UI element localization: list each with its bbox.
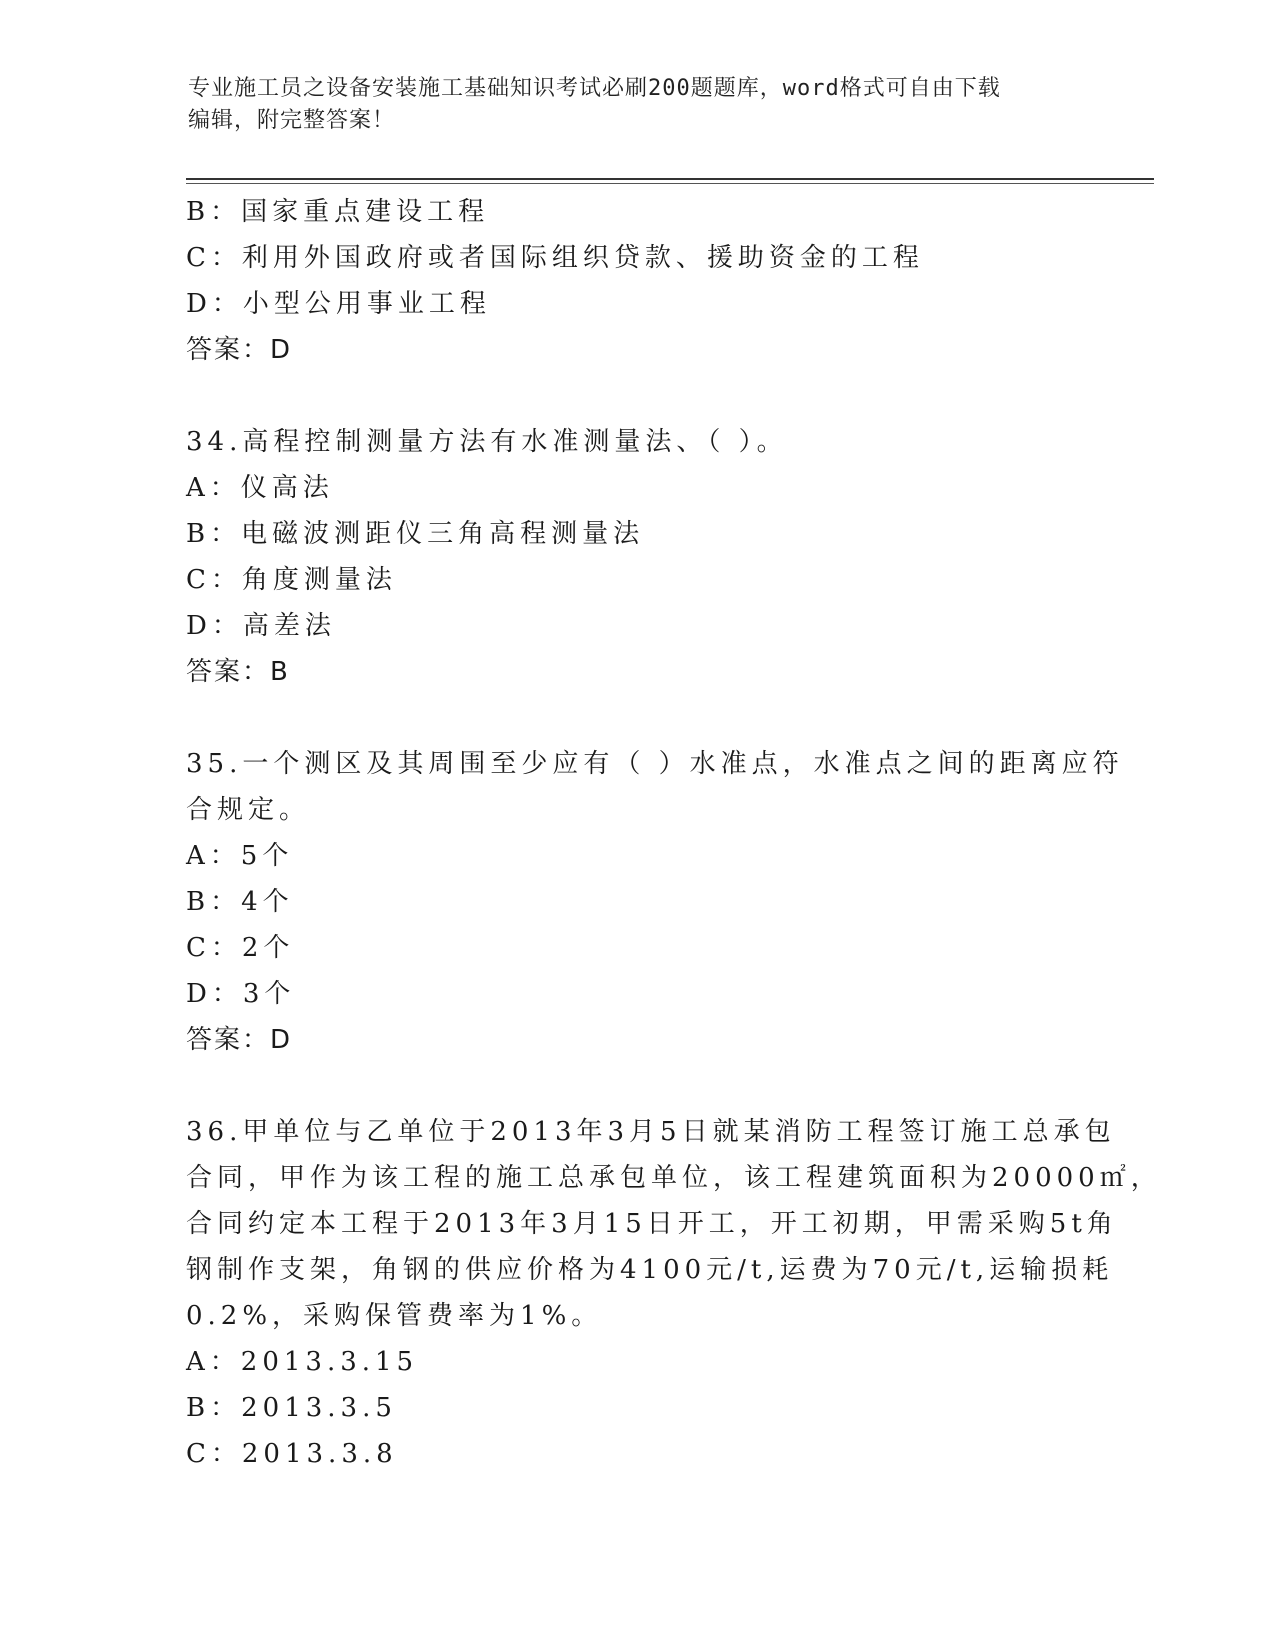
header-divider-thick xyxy=(186,178,1154,180)
question-stem-line-1: 35.一个测区及其周围至少应有（ ）水准点，水准点之间的距离应符 xyxy=(186,749,1124,779)
option-b: B：4个 xyxy=(186,887,294,917)
answer-line: 答案：B xyxy=(186,657,290,687)
header-divider-thin xyxy=(186,183,1154,184)
option-a: A：2013.3.15 xyxy=(186,1347,419,1377)
option-b: B：电磁波测距仪三角高程测量法 xyxy=(186,519,645,549)
option-a: A：仪高法 xyxy=(186,473,334,503)
question-stem-line-1: 36.甲单位与乙单位于2013年3月5日就某消防工程签订施工总承包 xyxy=(186,1117,1116,1147)
option-b: B：国家重点建设工程 xyxy=(186,197,490,227)
option-c: C：2013.3.8 xyxy=(186,1439,398,1469)
option-d: D：3个 xyxy=(186,979,296,1009)
option-c: C：角度测量法 xyxy=(186,565,397,595)
spacer xyxy=(186,373,1086,419)
question-34 xyxy=(186,419,1086,695)
header-line-2: 编辑，附完整答案！ xyxy=(188,108,396,133)
question-33-tail xyxy=(186,189,1086,373)
question-35 xyxy=(186,741,1124,1063)
option-c: C：2个 xyxy=(186,933,295,963)
question-stem-line-2: 合同，甲作为该工程的施工总承包单位，该工程建筑面积为20000㎡， xyxy=(186,1163,1162,1193)
option-b: B：2013.3.5 xyxy=(186,1393,397,1423)
spacer xyxy=(186,695,1086,741)
option-d: D：小型公用事业工程 xyxy=(186,289,491,319)
spacer xyxy=(186,1063,1086,1109)
question-36 xyxy=(186,1109,1162,1477)
answer-line: 答案：D xyxy=(186,1025,293,1055)
option-c: C：利用外国政府或者国际组织贷款、援助资金的工程 xyxy=(186,243,924,273)
option-a: A：5个 xyxy=(186,841,294,871)
document-header xyxy=(188,73,1068,137)
question-stem-line-4: 钢制作支架，角钢的供应价格为4100元/t,运费为70元/t,运输损耗 xyxy=(186,1255,1114,1285)
header-line-1: 专业施工员之设备安装施工基础知识考试必刷200题题库，word格式可自由下载 xyxy=(188,76,1001,101)
answer-line: 答案：D xyxy=(186,335,293,365)
option-d: D：高差法 xyxy=(186,611,336,641)
question-stem: 34.高程控制测量方法有水准测量法、（ ）。 xyxy=(186,427,788,457)
question-list xyxy=(186,189,1162,1477)
question-stem-line-2: 合规定。 xyxy=(186,795,311,825)
question-stem-line-3: 合同约定本工程于2013年3月15日开工，开工初期，甲需采购5t角 xyxy=(186,1209,1118,1239)
question-stem-line-5: 0.2%，采购保管费率为1%。 xyxy=(186,1301,603,1331)
